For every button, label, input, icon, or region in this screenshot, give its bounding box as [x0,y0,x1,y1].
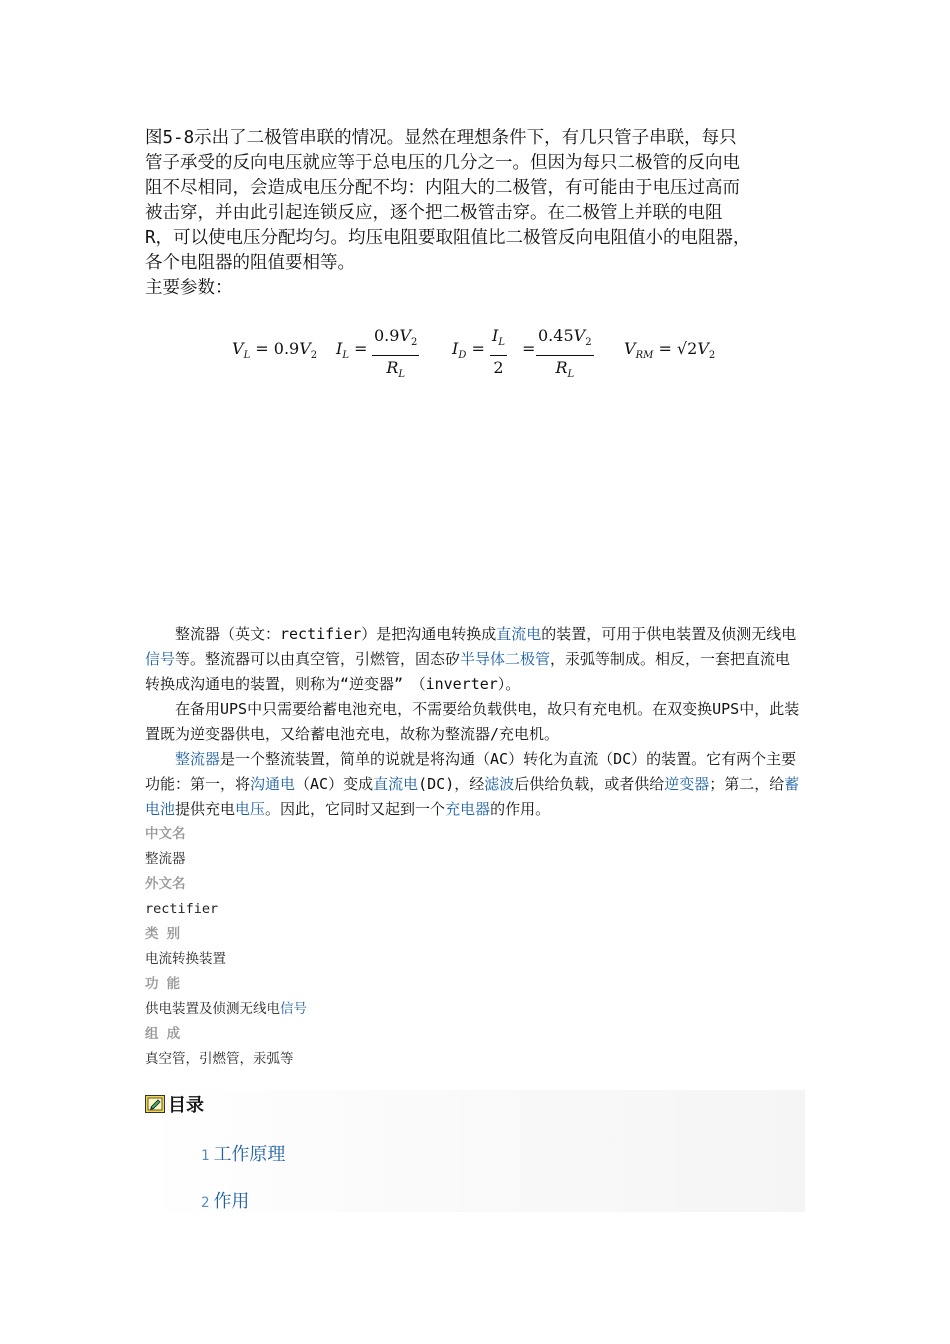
link-semiconductor-diode[interactable]: 半导体二极管 [460,650,551,668]
toc-book-icon [145,1095,165,1113]
link-ac[interactable]: 沟通电 [250,775,296,793]
intro-line: 被击穿，并由此引起连锁反应，逐个把二极管击穿。在二极管上并联的电阻 [145,203,723,223]
link-voltage[interactable]: 电压 [235,800,266,818]
link-signal-2[interactable]: 信号 [280,1001,307,1017]
toc-item-function[interactable]: 2 作用 [201,1191,250,1212]
info-key-category: 类 别 [145,926,181,942]
intro-line: 管子承受的反向电压就应等于总电压的几分之一。但因为每只二极管的反向电 [145,153,740,173]
info-value-foreign-name: rectifier [145,901,219,917]
formula-id-frac2: $\frac{0.45V_2}{R_L}$ [538,326,592,381]
rectifier-paragraph-2: 在备用UPS中只需要给蓄电池充电，不需要给负载供电，故只有充电机。在双变换UPS中，此装置既为逆变器供电，又给蓄电池充电，故称为整流器/充电机。 [145,700,800,743]
params-label: 主要参数： [145,278,233,298]
intro-line: 阻不尽相同，会造成电压分配不均：内阻大的二极管，有可能由于电压过高而 [145,178,740,198]
link-charger[interactable]: 充电器 [445,800,491,818]
link-dc-2[interactable]: 直流电 [373,775,419,793]
link-rectifier[interactable]: 整流器 [175,750,221,768]
intro-line: 图5-8示出了二极管串联的情况。显然在理想条件下，有几只管子串联，每只 [145,128,737,148]
rectifier-paragraph-3: 整流器是一个整流装置，简单的说就是将沟通（AC）转化为直流（DC）的装置。它有两个主要功能：第一，将沟通电（AC）变成直流电(DC)，经滤波后供给负载，或者供给逆变器；第二，给蓄电池提供充电电压。因此，它同时又起到一个充电器的作用。 [145,750,800,818]
formula-vl: $V_L = 0.9V_2$ [232,339,318,362]
toc-title: 目录 [168,1095,204,1116]
formula-il-lhs: $I_L$ = [336,339,368,362]
intro-line: 各个电阻器的阻值要相等。 [145,253,355,273]
link-signal[interactable]: 信号 [145,650,176,668]
info-value-composition: 真空管，引燃管，汞弧等 [145,1051,294,1067]
formula-il-frac: $\frac{0.9V_2}{R_L}$ [374,326,418,381]
formula-row [232,322,732,382]
link-dc[interactable]: 直流电 [496,625,542,643]
info-key-function: 功 能 [145,976,181,992]
intro-line: R，可以使电压分配均匀。均压电阻要取阻值比二极管反向电阻值小的电阻器， [145,228,751,248]
toc-header [145,1090,204,1118]
table-of-contents [145,1090,805,1212]
infobox [145,822,805,1072]
intro-paragraph [145,126,805,301]
info-value-chinese-name: 整流器 [145,851,186,867]
rectifier-paragraph-1: 整流器（英文：rectifier）是把沟通电转换成直流电的装置，可用于供电装置及侦测无线电信号等。整流器可以由真空管，引燃管，固态矽半导体二极管，汞弧等制成。相反，一套把直流电转换成沟通电的装置，则称为“逆变器” （inverter）。 [145,625,797,693]
rectifier-section [145,622,805,822]
toc-item-working-principle[interactable]: 1 工作原理 [201,1144,286,1165]
info-key-chinese-name: 中文名 [145,826,186,842]
info-value-function: 供电装置及侦测无线电信号 [145,1001,307,1017]
info-value-category: 电流转换装置 [145,951,226,967]
info-key-composition: 组 成 [145,1026,181,1042]
formula-id-lhs: $I_D$ = [452,339,485,362]
link-inverter[interactable]: 逆变器 [664,775,710,793]
formula-vrm: $V_{RM} = √2V_2$ [624,339,716,362]
info-key-foreign-name: 外文名 [145,876,186,892]
link-battery[interactable]: 蓄电池 [145,775,800,818]
formula-id-frac1: $\frac{I_L}{2}$ [492,326,505,378]
link-filter[interactable]: 滤波 [484,775,515,793]
formula-equals: = [522,339,536,358]
